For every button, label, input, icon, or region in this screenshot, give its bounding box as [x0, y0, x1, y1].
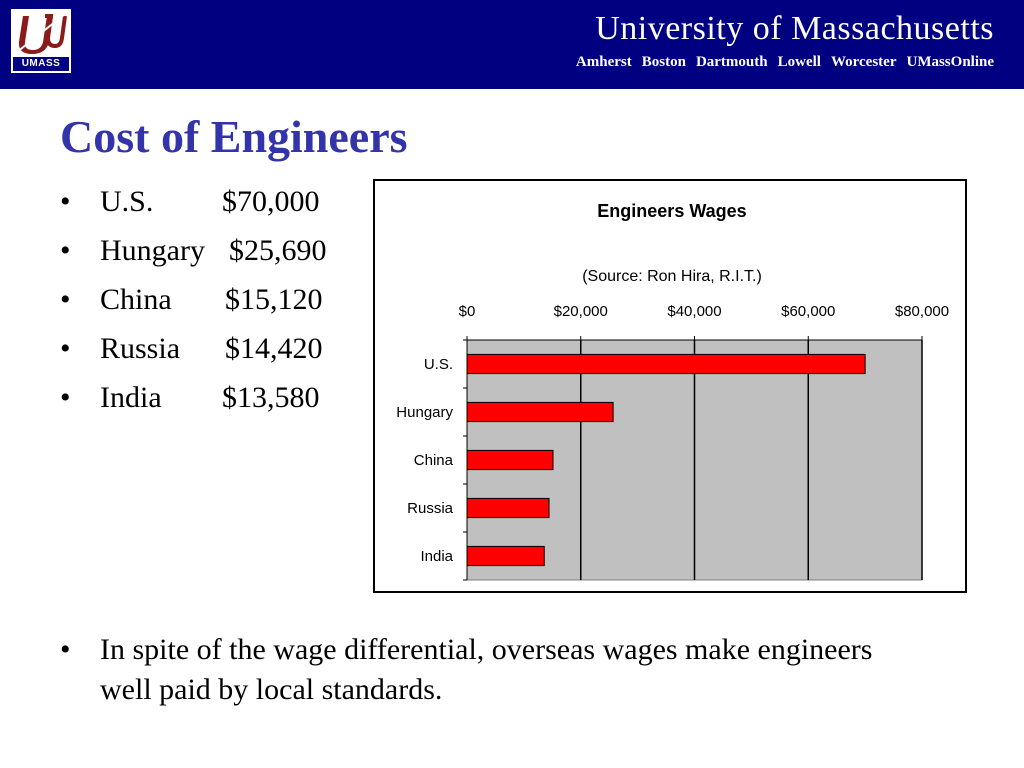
bullet-dot-icon: •	[60, 381, 71, 414]
wage-value: $13,580	[222, 381, 320, 414]
y-category-label: Hungary	[396, 404, 453, 421]
campus-worcester[interactable]: Worcester	[830, 54, 897, 70]
note-item	[60, 630, 890, 710]
campus-lowell[interactable]: Lowell	[777, 54, 821, 70]
bullet-dot-icon: •	[60, 234, 71, 267]
wage-bullet-list	[60, 185, 327, 430]
bullet-item	[60, 185, 327, 234]
bullet-item	[60, 381, 327, 430]
bar	[467, 354, 865, 373]
y-category-label: China	[413, 452, 453, 469]
country-name: India	[100, 381, 162, 414]
wages-chart-svg	[375, 181, 965, 591]
university-name: University of Massachusetts	[595, 10, 994, 47]
note-text: In spite of the wage differential, overseas wages make engineers well paid by local standards.	[100, 633, 873, 706]
wages-chart	[373, 179, 967, 593]
bullet-dot-icon: •	[60, 633, 71, 666]
x-tick-label: $80,000	[894, 303, 950, 320]
bar	[467, 498, 549, 517]
umass-logo[interactable]	[10, 8, 72, 74]
bar	[467, 546, 544, 565]
header-bar	[0, 0, 1024, 89]
country-name: Hungary	[100, 234, 205, 267]
campus-dartmouth[interactable]: Dartmouth	[695, 54, 768, 70]
note-bullet-list	[60, 630, 890, 710]
wage-value: $14,420	[225, 332, 323, 365]
x-tick-label: $20,000	[553, 303, 608, 320]
logo-text: UMASS	[13, 57, 69, 71]
bar	[467, 402, 613, 421]
bullet-item	[60, 283, 327, 332]
wage-value: $70,000	[222, 185, 320, 218]
bullet-dot-icon: •	[60, 332, 71, 365]
bullet-item	[60, 234, 327, 283]
campus-amherst[interactable]: Amherst	[575, 54, 632, 70]
campus-list	[576, 54, 994, 71]
x-tick-label: $60,000	[781, 303, 836, 320]
x-tick-label: $0	[458, 303, 476, 320]
wage-value: $15,120	[225, 283, 323, 316]
chart-subtitle: (Source: Ron Hira, R.I.T.)	[582, 268, 762, 285]
wage-value: $25,690	[229, 234, 327, 267]
bar	[467, 450, 553, 469]
bullet-dot-icon: •	[60, 283, 71, 316]
country-name: U.S.	[100, 185, 154, 218]
y-category-label: Russia	[407, 500, 453, 517]
campus-boston[interactable]: Boston	[641, 54, 686, 70]
country-name: Russia	[100, 332, 181, 365]
umass-logo-mark	[15, 12, 67, 54]
y-category-label: U.S.	[423, 356, 453, 373]
campus-umassonline[interactable]: UMassOnline	[906, 54, 994, 70]
y-category-label: India	[420, 548, 453, 565]
page-title: Cost of Engineers	[60, 111, 408, 162]
bullet-dot-icon: •	[60, 185, 71, 218]
bullet-item	[60, 332, 327, 381]
x-tick-label: $40,000	[667, 303, 722, 320]
chart-title: Engineers Wages	[597, 201, 747, 221]
country-name: China	[100, 283, 172, 316]
